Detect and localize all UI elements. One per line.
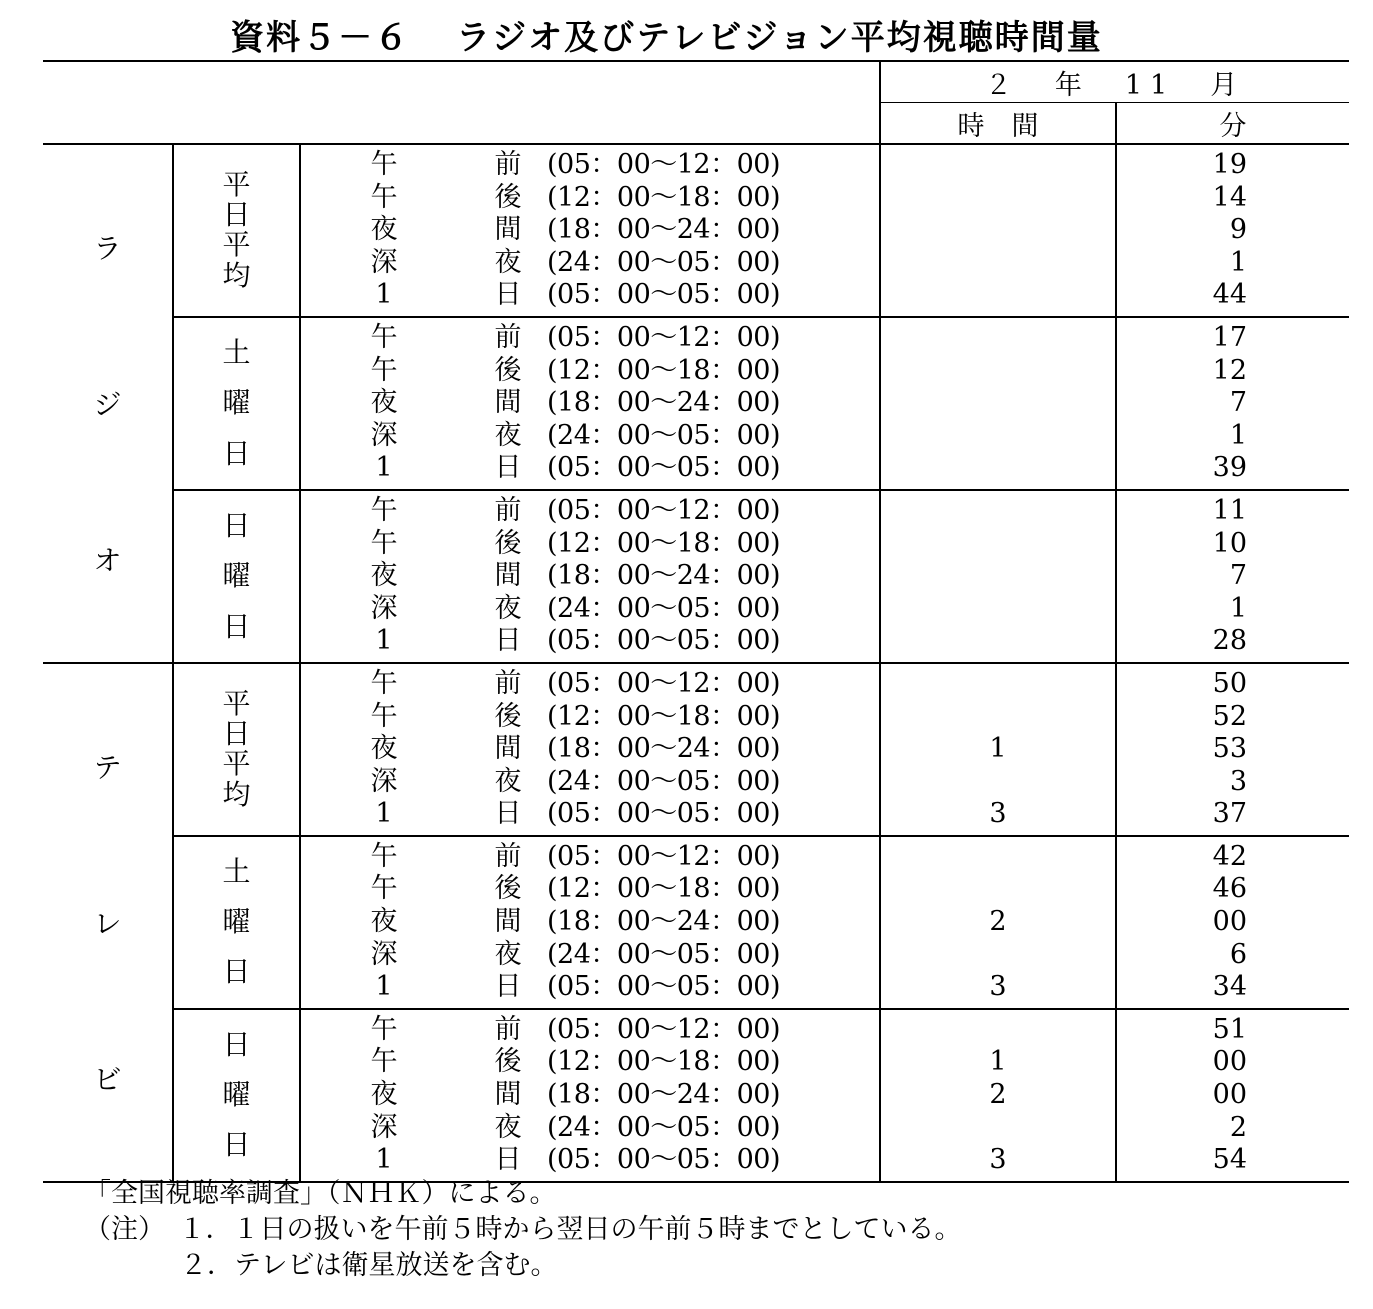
hours-value [881, 1014, 1115, 1047]
slot-label-2: 間 [494, 387, 522, 419]
slot-label-1: 午 [370, 1013, 398, 1045]
slot-label-2: 間 [494, 214, 522, 246]
hours-value [881, 593, 1115, 626]
minutes-cell [1116, 836, 1349, 1009]
time-slot-line [301, 420, 879, 453]
category-char: ジ [93, 388, 122, 422]
slot-time-range: (24：00～05：00) [547, 765, 780, 797]
time-slot-line [301, 939, 879, 972]
slot-label-2: 前 [494, 840, 522, 872]
minutes-value: 12 [1212, 354, 1248, 386]
minutes-value: 00 [1212, 906, 1248, 938]
slot-label-2: 夜 [494, 1111, 522, 1143]
slot-time-range: (05：00～05：00) [547, 279, 780, 311]
time-slot-line [301, 1046, 879, 1079]
day-type-char: 平 [222, 687, 251, 721]
time-slot-cell [300, 836, 880, 1009]
hours-cell [880, 490, 1116, 663]
day-type-char: 土 [222, 336, 251, 370]
slot-label-2: 夜 [494, 419, 522, 451]
day-type-char: 日 [222, 955, 251, 989]
header-row-period [43, 61, 1349, 103]
hours-value [881, 279, 1115, 312]
time-slot-line [301, 1079, 879, 1112]
hours-cell [880, 144, 1116, 317]
slot-label-1: 午 [370, 149, 398, 180]
slot-time-range: (24：00～05：00) [547, 419, 780, 451]
slot-time-range: (18：00～24：00) [547, 1079, 780, 1111]
minutes-cell [1116, 663, 1349, 836]
slot-label-1: 午 [370, 321, 398, 353]
header-minutes: 分 [1116, 103, 1349, 145]
slot-time-range: (18：00～24：00) [547, 214, 780, 246]
minutes-value: 54 [1212, 1144, 1248, 1176]
day-type-char: 曜 [222, 386, 251, 420]
header-blank-cell [43, 61, 880, 144]
hours-value [881, 495, 1115, 528]
slot-label-1: 夜 [370, 1079, 398, 1111]
day-type-char: 日 [222, 436, 251, 470]
hours-value: 3 [989, 971, 1007, 1003]
slot-label-1: 深 [370, 765, 398, 797]
minutes-value: 17 [1212, 321, 1248, 353]
slot-time-range: (12：00～18：00) [547, 873, 780, 905]
minutes-value: 44 [1212, 279, 1248, 311]
slot-label-1: 深 [370, 419, 398, 451]
hours-value [881, 873, 1115, 906]
time-slot-line [301, 387, 879, 420]
minutes-value: 7 [1229, 560, 1248, 592]
category-char: テ [93, 751, 122, 785]
time-slot-cell [300, 663, 880, 836]
minutes-value: 39 [1212, 452, 1248, 484]
day-type-cell [173, 663, 300, 836]
time-slot-line [301, 625, 879, 658]
slot-time-range: (18：00～24：00) [547, 906, 780, 938]
hours-cell [880, 663, 1116, 836]
slot-time-range: (05：00～12：00) [547, 149, 780, 180]
minutes-value: 14 [1212, 181, 1248, 213]
hours-value: 2 [989, 1079, 1007, 1111]
header-period: ２ 年 11 月 [880, 61, 1349, 103]
slot-label-1: 1 [375, 452, 393, 484]
time-slot-line [301, 798, 879, 831]
slot-label-1: 夜 [370, 733, 398, 765]
time-slot-line [301, 322, 879, 355]
time-slot-line [301, 214, 879, 247]
slot-label-1: 夜 [370, 906, 398, 938]
minutes-value: 28 [1212, 625, 1248, 657]
slot-time-range: (05：00～05：00) [547, 452, 780, 484]
slot-label-1: 深 [370, 592, 398, 624]
time-slot-line [301, 701, 879, 734]
minutes-value: 52 [1212, 700, 1248, 732]
slot-time-range: (05：00～12：00) [547, 494, 780, 526]
minutes-value: 3 [1229, 765, 1248, 797]
slot-label-1: 午 [370, 354, 398, 386]
slot-label-2: 前 [494, 494, 522, 526]
hours-value [881, 1112, 1115, 1145]
time-slot-cell [300, 144, 880, 317]
hours-value [881, 387, 1115, 420]
slot-label-2: 日 [494, 1144, 522, 1176]
viewing-time-table [43, 60, 1349, 1183]
table-row [43, 490, 1349, 663]
time-slot-line [301, 279, 879, 312]
slot-label-1: 深 [370, 246, 398, 278]
hours-value [881, 452, 1115, 485]
slot-label-1: 1 [375, 971, 393, 1003]
time-slot-line [301, 668, 879, 701]
note-1 [84, 1212, 962, 1248]
day-type-char: 日 [222, 717, 251, 751]
slot-label-1: 午 [370, 667, 398, 699]
slot-label-2: 日 [494, 279, 522, 311]
day-type-char: 日 [222, 1128, 251, 1162]
slot-label-1: 午 [370, 1046, 398, 1078]
slot-label-1: 1 [375, 798, 393, 830]
category-char: ラ [93, 232, 122, 266]
slot-time-range: (05：00～12：00) [547, 1013, 780, 1045]
slot-label-1: 夜 [370, 387, 398, 419]
minutes-value: 51 [1212, 1013, 1248, 1045]
slot-time-range: (18：00～24：00) [547, 387, 780, 419]
minutes-value: 7 [1229, 387, 1248, 419]
slot-label-1: 午 [370, 527, 398, 559]
slot-label-2: 後 [494, 354, 522, 386]
table-body [43, 61, 1349, 1182]
minutes-value: 1 [1229, 246, 1248, 278]
note-1-text: １．１日の扱いを午前５時から翌日の午前５時までとしている。 [178, 1214, 962, 1245]
day-type-char: 日 [222, 198, 251, 232]
minutes-value: 34 [1212, 971, 1248, 1003]
slot-label-1: 午 [370, 700, 398, 732]
slot-label-2: 日 [494, 971, 522, 1003]
hours-value [881, 149, 1115, 182]
hours-value [881, 322, 1115, 355]
hours-value [881, 420, 1115, 453]
minutes-value: 37 [1212, 798, 1248, 830]
minutes-cell [1116, 144, 1349, 317]
time-slot-line [301, 766, 879, 799]
notes [84, 1176, 962, 1284]
title-label: 資料５－６ [230, 18, 411, 58]
slot-label-2: 後 [494, 873, 522, 905]
title-text: ラジオ及びテレビジョン平均視聴時間量 [456, 18, 1103, 58]
time-slot-cell [300, 317, 880, 490]
day-type-char: 均 [222, 258, 251, 292]
time-slot-cell [300, 1009, 880, 1182]
category-cell [43, 663, 173, 1182]
slot-label-2: 夜 [494, 765, 522, 797]
category-cell [43, 144, 173, 663]
slot-time-range: (18：00～24：00) [547, 560, 780, 592]
minutes-value: 9 [1229, 214, 1248, 246]
time-slot-line [301, 247, 879, 280]
time-slot-line [301, 452, 879, 485]
time-slot-line [301, 495, 879, 528]
minutes-value: 19 [1212, 149, 1248, 180]
slot-label-2: 日 [494, 625, 522, 657]
minutes-value: 10 [1212, 527, 1248, 559]
hours-value [881, 841, 1115, 874]
source-note: 「全国視聴率調査」（ＮＨＫ）による。 [84, 1178, 557, 1209]
hours-value [881, 668, 1115, 701]
category-char: オ [93, 544, 122, 578]
day-type-cell [173, 490, 300, 663]
day-type-cell [173, 1009, 300, 1182]
slot-label-1: 午 [370, 873, 398, 905]
day-type-char: 均 [222, 777, 251, 811]
slot-label-2: 間 [494, 1079, 522, 1111]
slot-time-range: (24：00～05：00) [547, 938, 780, 970]
minutes-value: 1 [1229, 419, 1248, 451]
minutes-value: 50 [1212, 667, 1248, 699]
hours-value [881, 939, 1115, 972]
table-row [43, 144, 1349, 317]
slot-label-2: 後 [494, 181, 522, 213]
slot-label-2: 後 [494, 700, 522, 732]
time-slot-line [301, 149, 879, 182]
slot-label-1: 夜 [370, 214, 398, 246]
time-slot-line [301, 971, 879, 1004]
time-slot-line [301, 841, 879, 874]
slot-label-1: 午 [370, 494, 398, 526]
minutes-value: 1 [1229, 592, 1248, 624]
time-slot-line [301, 873, 879, 906]
table-row [43, 1009, 1349, 1182]
slot-time-range: (18：00～24：00) [547, 733, 780, 765]
minutes-value: 42 [1212, 840, 1248, 872]
slot-label-1: 1 [375, 625, 393, 657]
note-2: ２．テレビは衛星放送を含む。 [180, 1250, 558, 1281]
slot-label-2: 前 [494, 667, 522, 699]
minutes-value: 53 [1212, 733, 1248, 765]
day-type-cell [173, 144, 300, 317]
time-slot-line [301, 1144, 879, 1177]
time-slot-line [301, 906, 879, 939]
slot-time-range: (05：00～05：00) [547, 798, 780, 830]
slot-time-range: (05：00～12：00) [547, 840, 780, 872]
hours-cell [880, 1009, 1116, 1182]
hours-value [881, 247, 1115, 280]
hours-value [881, 355, 1115, 388]
slot-time-range: (12：00～18：00) [547, 527, 780, 559]
slot-label-2: 前 [494, 1013, 522, 1045]
day-type-char: 日 [222, 509, 251, 543]
header-hours: 時 間 [880, 103, 1116, 145]
slot-label-2: 前 [494, 149, 522, 180]
time-slot-line [301, 355, 879, 388]
slot-label-2: 夜 [494, 938, 522, 970]
time-slot-line [301, 733, 879, 766]
slot-time-range: (12：00～18：00) [547, 700, 780, 732]
hours-cell [880, 836, 1116, 1009]
day-type-char: 平 [222, 747, 251, 781]
slot-time-range: (05：00～05：00) [547, 971, 780, 1003]
slot-time-range: (12：00～18：00) [547, 181, 780, 213]
slot-label-2: 間 [494, 906, 522, 938]
minutes-value: 00 [1212, 1046, 1248, 1078]
minutes-value: 11 [1212, 494, 1248, 526]
slot-label-1: 深 [370, 938, 398, 970]
slot-label-2: 間 [494, 733, 522, 765]
time-slot-line [301, 1112, 879, 1145]
day-type-char: 曜 [222, 905, 251, 939]
time-slot-line [301, 182, 879, 215]
slot-label-1: 1 [375, 279, 393, 311]
day-type-char: 平 [222, 228, 251, 262]
time-slot-line [301, 528, 879, 561]
hours-value [881, 528, 1115, 561]
day-type-cell [173, 836, 300, 1009]
time-slot-line [301, 560, 879, 593]
document-title [0, 10, 1353, 59]
hours-value [881, 766, 1115, 799]
hours-value: 2 [989, 906, 1007, 938]
table-row [43, 663, 1349, 836]
hours-cell [880, 317, 1116, 490]
hours-value: 3 [989, 1144, 1007, 1176]
table-row [43, 836, 1349, 1009]
hours-value [881, 560, 1115, 593]
day-type-char: 平 [222, 168, 251, 202]
slot-label-2: 夜 [494, 246, 522, 278]
minutes-cell [1116, 1009, 1349, 1182]
minutes-value: 46 [1212, 873, 1248, 905]
hours-value: 3 [989, 798, 1007, 830]
hours-value [881, 214, 1115, 247]
minutes-cell [1116, 317, 1349, 490]
slot-time-range: (24：00～05：00) [547, 1111, 780, 1143]
slot-time-range: (05：00～12：00) [547, 667, 780, 699]
category-char: レ [93, 907, 122, 941]
table-row [43, 317, 1349, 490]
slot-time-range: (05：00～05：00) [547, 1144, 780, 1176]
day-type-char: 土 [222, 855, 251, 889]
minutes-value: 2 [1229, 1111, 1248, 1143]
time-slot-line [301, 1014, 879, 1047]
slot-label-2: 前 [494, 321, 522, 353]
slot-time-range: (05：00～05：00) [547, 625, 780, 657]
day-type-char: 曜 [222, 1078, 251, 1112]
slot-label-1: 午 [370, 181, 398, 213]
slot-time-range: (12：00～18：00) [547, 1046, 780, 1078]
hours-value [881, 701, 1115, 734]
minutes-value: 00 [1212, 1079, 1248, 1111]
slot-time-range: (24：00～05：00) [547, 246, 780, 278]
slot-label-1: 午 [370, 840, 398, 872]
day-type-char: 日 [222, 1028, 251, 1062]
slot-label-2: 間 [494, 560, 522, 592]
hours-value [881, 182, 1115, 215]
slot-label-2: 日 [494, 798, 522, 830]
slot-label-1: 夜 [370, 560, 398, 592]
slot-time-range: (24：00～05：00) [547, 592, 780, 624]
time-slot-line [301, 593, 879, 626]
note-label: （注） [84, 1214, 152, 1245]
day-type-char: 曜 [222, 559, 251, 593]
slot-label-1: 1 [375, 1144, 393, 1176]
slot-label-2: 夜 [494, 592, 522, 624]
category-char: ビ [93, 1063, 122, 1097]
day-type-char: 日 [222, 609, 251, 643]
hours-value: 1 [989, 733, 1007, 765]
day-type-cell [173, 317, 300, 490]
time-slot-cell [300, 490, 880, 663]
minutes-value: 6 [1229, 938, 1248, 970]
slot-time-range: (05：00～12：00) [547, 321, 780, 353]
slot-time-range: (12：00～18：00) [547, 354, 780, 386]
slot-label-2: 後 [494, 527, 522, 559]
hours-value: 1 [989, 1046, 1007, 1078]
minutes-cell [1116, 490, 1349, 663]
slot-label-2: 後 [494, 1046, 522, 1078]
slot-label-2: 日 [494, 452, 522, 484]
slot-label-1: 深 [370, 1111, 398, 1143]
hours-value [881, 625, 1115, 658]
